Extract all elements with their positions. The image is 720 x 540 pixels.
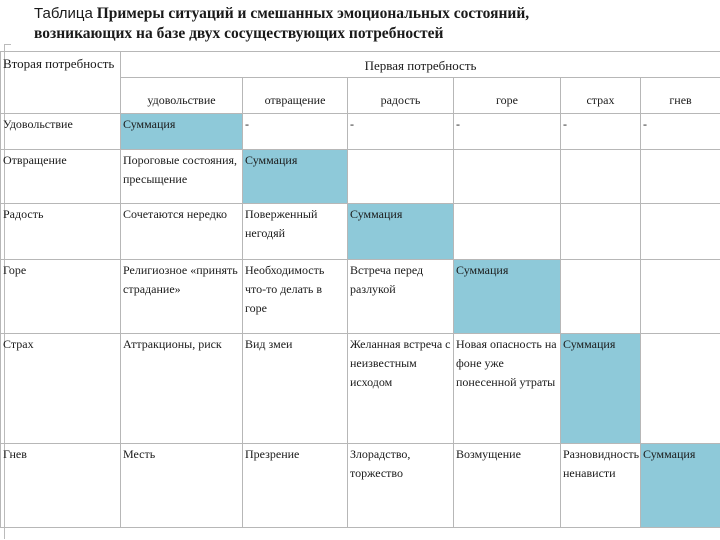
table-cell [348,150,454,204]
table-cell [561,204,641,260]
table-cell: Аттракционы, риск [121,334,243,444]
table-row [1,114,720,150]
table-cell [641,150,720,204]
caption-lead: Таблица [34,5,93,22]
caption-title-line2: возникающих на базе двух сосуществующих потребностей [34,25,444,42]
table-cell: Поверженный негодяй [243,204,348,260]
table-cell [561,260,641,334]
column-header-1: удовольствие [121,78,243,114]
table-cell: Суммация [121,114,243,150]
table-cell: Необходимость что-то делать в горе [243,260,348,334]
table-cell [561,150,641,204]
table-cell [641,204,720,260]
table-cell: Новая опасность на фоне уже понесенной утраты [454,334,561,444]
row-header: Отвращение [1,150,121,204]
table-cell: Презрение [243,444,348,528]
table-cell: - [454,114,561,150]
table-cell [641,260,720,334]
table-row [1,334,720,444]
corner-header: Вторая потребность [1,52,121,114]
table-row [1,260,720,334]
table-cell: Суммация [348,204,454,260]
table-cell: - [561,114,641,150]
first-need-header: Первая потребность [121,52,720,78]
table-cell [454,150,561,204]
table-cell: Возмущение [454,444,561,528]
table-cell: - [348,114,454,150]
caption-title-line1: Примеры ситуаций и смешанных эмоциональных состояний, [96,5,530,22]
table-cell [641,334,720,444]
table-cell: Суммация [561,334,641,444]
row-header: Страх [1,334,121,444]
row-header: Горе [1,260,121,334]
emotions-table [0,51,720,528]
table-row [1,204,720,260]
table-cell: Злорадство, торжество [348,444,454,528]
column-header-2: отвращение [243,78,348,114]
table-row [1,444,720,528]
table-cell [454,204,561,260]
table-cell: Желанная встреча с неизвестным исходом [348,334,454,444]
table-cell: Встреча перед разлукой [348,260,454,334]
table-cell: - [243,114,348,150]
row-header: Удовольствие [1,114,121,150]
column-header-5: страх [561,78,641,114]
table-cell: Сочетаются нередко [121,204,243,260]
column-header-3: радость [348,78,454,114]
row-header: Гнев [1,444,121,528]
table-cell: Религиозное «принять страдание» [121,260,243,334]
table-cell: Пороговые состояния, пресыщение [121,150,243,204]
table-row [1,150,720,204]
table-cell: - [641,114,720,150]
row-header: Радость [1,204,121,260]
table-cell: Суммация [454,260,561,334]
table-caption [34,4,714,44]
table-cell: Разновидность ненависти [561,444,641,528]
table-cell: Суммация [641,444,720,528]
column-header-4: горе [454,78,561,114]
column-header-6: гнев [641,78,720,114]
table-cell: Суммация [243,150,348,204]
table-cell: Месть [121,444,243,528]
table-cell: Вид змеи [243,334,348,444]
